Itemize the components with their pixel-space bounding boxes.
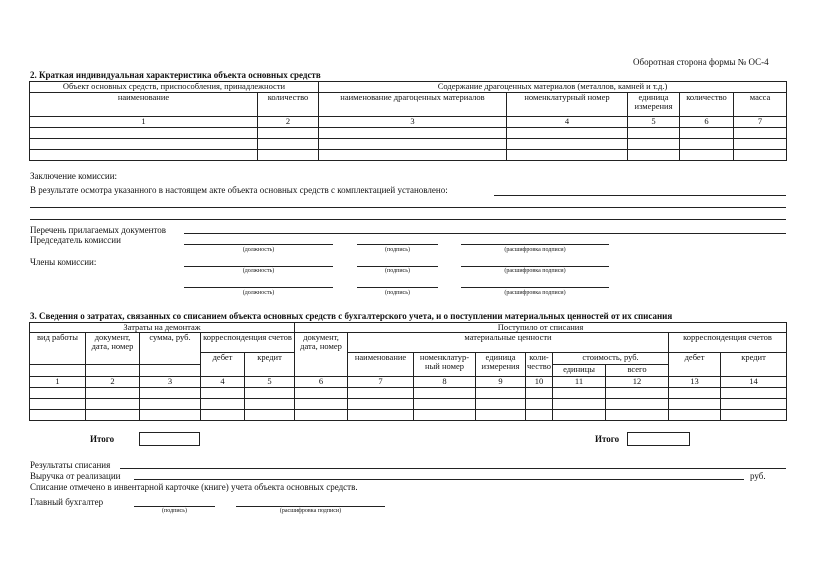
col-materials: материальные ценности (348, 333, 669, 353)
conclusion-label: Заключение комиссии: (30, 171, 118, 181)
col-number: 5 (245, 377, 295, 388)
col-number: 5 (628, 117, 680, 128)
table-row[interactable] (30, 388, 787, 399)
chairman-label: Председатель комиссии (30, 235, 121, 245)
member1-signature-field[interactable] (357, 266, 438, 267)
result-field[interactable] (494, 195, 786, 196)
caption-position: (должность) (242, 290, 275, 296)
card-note: Списание отмечено в инвентарной карточке (книге) учета объекта основных средств. (30, 482, 358, 492)
docs-list-field[interactable] (184, 233, 786, 234)
col-number: 9 (476, 377, 526, 388)
chief-accountant-label: Главный бухгалтер (30, 497, 104, 507)
col-doc: документ, дата, номер (86, 333, 140, 365)
col-qty: количество (258, 93, 319, 117)
col-mat-unit: единица измерения (476, 353, 526, 377)
member2-decode-field[interactable] (461, 287, 609, 288)
caption-decode: (расшифровка подписи) (504, 290, 566, 296)
col-number: 6 (295, 377, 348, 388)
chairman-position-field[interactable] (184, 244, 333, 245)
group-received: Поступило от списания (295, 323, 787, 333)
total-received-field[interactable] (627, 432, 690, 446)
table-row[interactable] (30, 410, 787, 421)
col-doc2: документ, дата, номер (295, 333, 348, 377)
table-row[interactable] (30, 139, 787, 150)
col-number: 11 (553, 377, 606, 388)
caption-signature: (подпись) (385, 247, 410, 253)
col-nomen: номенклатурный номер (507, 93, 628, 117)
col-mat-qty: коли-чество (526, 353, 553, 377)
revenue-field[interactable] (134, 479, 744, 480)
col-number: 12 (606, 377, 669, 388)
col-mat-nomen: номенклатур-ный номер (414, 353, 476, 377)
col-name: наименование (30, 93, 258, 117)
rub-label: руб. (750, 471, 766, 481)
form-reference: Оборотная сторона формы № ОС-4 (633, 57, 769, 67)
characteristics-table (29, 81, 787, 161)
col-corr2: корреспонденция счетов (669, 333, 787, 353)
member1-position-field[interactable] (184, 266, 333, 267)
caption-decode: (расшифровка подписи) (504, 247, 566, 253)
col-unit-price: единицы (553, 365, 606, 377)
members-label: Члены комиссии: (30, 257, 97, 267)
col-number: 7 (734, 117, 787, 128)
col-debit: дебет (201, 353, 245, 377)
col-sum: сумма, руб. (140, 333, 201, 365)
caption-signature: (подпись) (385, 268, 410, 274)
result-field-line3[interactable] (30, 219, 786, 220)
col-qty2: количество (680, 93, 734, 117)
col-mat-name: наименование (348, 353, 414, 377)
section2-title: 2. Краткая индивидуальная характеристика объекта основных средств (30, 70, 321, 80)
col-number: 4 (201, 377, 245, 388)
col-cost: стоимость, руб. (553, 353, 669, 365)
result-field-line2[interactable] (30, 207, 786, 208)
col-number: 6 (680, 117, 734, 128)
col-number: 4 (507, 117, 628, 128)
results-label: Результаты списания (30, 460, 111, 470)
revenue-label: Выручка от реализации (30, 471, 121, 481)
col-number: 14 (721, 377, 787, 388)
col-number: 1 (30, 117, 258, 128)
group-metals: Содержание драгоценных материалов (металлов, камней и т.д.) (319, 82, 787, 93)
col-credit2: кредит (721, 353, 787, 377)
col-total: всего (606, 365, 669, 377)
col-unit: единица измерения (628, 93, 680, 117)
caption-decode: (расшифровка подписи) (504, 268, 566, 274)
col-number: 1 (30, 377, 86, 388)
table-row[interactable] (30, 150, 787, 161)
docs-list-label: Перечень прилагаемых документов (30, 225, 167, 235)
chairman-signature-field[interactable] (357, 244, 438, 245)
col-corr: корреспонденция счетов (201, 333, 295, 353)
col-number: 2 (258, 117, 319, 128)
group-costs: Затраты на демонтаж (30, 323, 295, 333)
table-row[interactable] (30, 128, 787, 139)
caption-signature: (подпись) (162, 508, 187, 514)
member2-signature-field[interactable] (357, 287, 438, 288)
total-costs-field[interactable] (139, 432, 200, 446)
caption-position: (должность) (242, 268, 275, 274)
section3-title: 3. Сведения о затратах, связанных со списанием объекта основных средств с бухгалтерского учета, и о поступлении материальных ценностей от их списания (30, 311, 673, 321)
col-number: 7 (348, 377, 414, 388)
writeoff-table (29, 322, 787, 421)
member2-position-field[interactable] (184, 287, 333, 288)
result-label: В результате осмотра указанного в настоящем акте объекта основных средств с комплектацией установлено: (30, 185, 448, 195)
member1-decode-field[interactable] (461, 266, 609, 267)
col-number: 3 (140, 377, 201, 388)
col-number: 3 (319, 117, 507, 128)
total-label-received: Итого (595, 434, 620, 444)
caption-signature: (подпись) (385, 290, 410, 296)
chief-signature-field[interactable] (134, 506, 215, 507)
col-number: 13 (669, 377, 721, 388)
col-metal-name: наименование драгоценных материалов (319, 93, 507, 117)
chairman-decode-field[interactable] (461, 244, 609, 245)
col-credit: кредит (245, 353, 295, 377)
caption-decode: (расшифровка подписи) (279, 508, 342, 514)
table-row[interactable] (30, 399, 787, 410)
total-label-costs: Итого (90, 434, 115, 444)
col-mass: масса (734, 93, 787, 117)
col-number: 2 (86, 377, 140, 388)
col-number: 10 (526, 377, 553, 388)
chief-decode-field[interactable] (236, 506, 385, 507)
col-debit2: дебет (669, 353, 721, 377)
col-number: 8 (414, 377, 476, 388)
results-field[interactable] (120, 468, 786, 469)
col-work: вид работы (30, 333, 86, 365)
caption-position: (должность) (242, 247, 275, 253)
group-object: Объект основных средств, приспособления, принадлежности (30, 82, 319, 93)
